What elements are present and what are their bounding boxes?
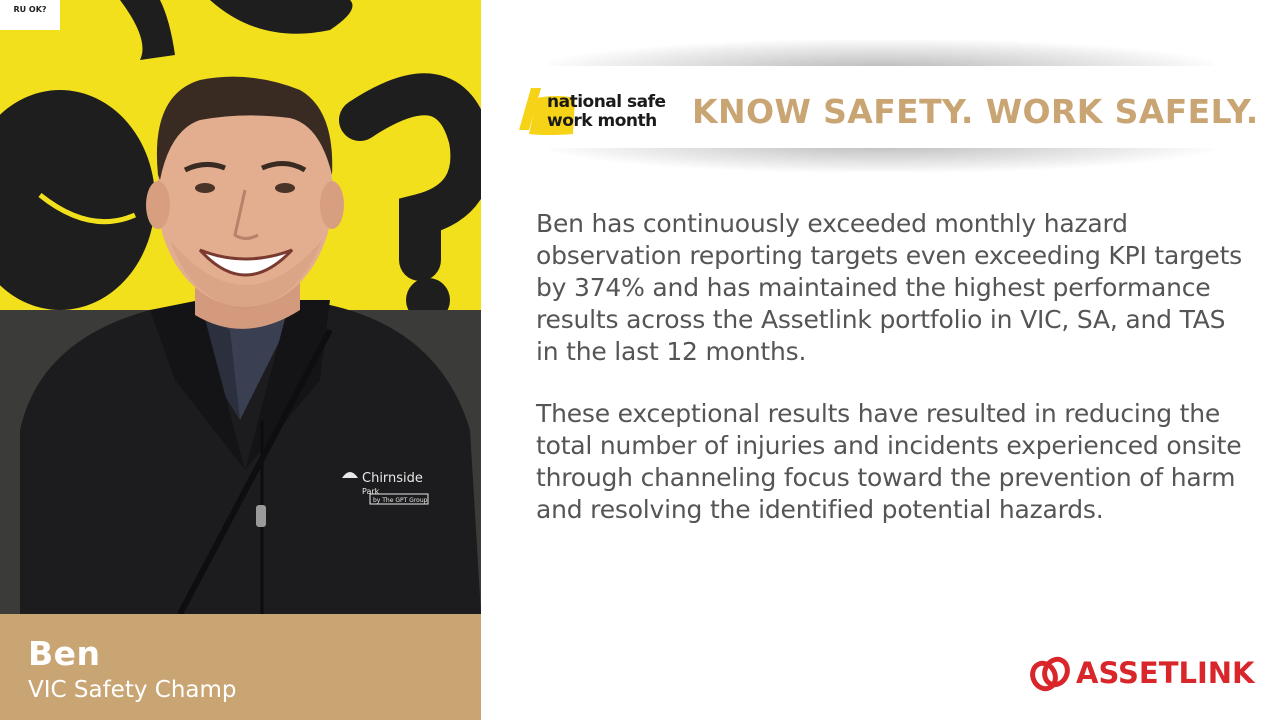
logo-line-2: work month [547,111,657,131]
description-paragraph-2: These exceptional results have resulted in reducing the total number of injuries and incidents experienced onsite through channeling focus toward the prevention of harm and resolving the identified potential hazards. [536,399,1242,524]
caption-panel [0,614,481,720]
description-text [536,208,1246,556]
person-role: VIC Safety Champ [28,677,237,703]
jacket-logo-line1: Chirnside [362,471,423,486]
assetlink-wordmark: ASSETLINK [1076,656,1255,690]
assetlink-knot-icon [1028,654,1072,694]
portrait-photo [0,0,481,614]
campaign-slogan: KNOW SAFETY. WORK SAFELY. [692,92,1259,131]
person-name: Ben [28,634,101,673]
campaign-banner [509,40,1259,172]
jacket-logo-line2: Park [362,487,380,496]
jacket-logo-line3: by The GPT Group [373,497,428,504]
national-safe-work-month-logo [517,84,677,138]
assetlink-logo [1028,652,1255,696]
description-paragraph-1: Ben has continuously exceeded monthly hazard observation reporting targets even exceeding KPI targets by 374% and has maintained the highest performance results across the Assetlink portfolio in VIC, SA, and TAS in the last 12 months. [536,209,1242,366]
banner-strip [509,66,1259,148]
wall-sign-text: RU OK? [13,5,47,14]
logo-line-1: national safe [547,92,666,112]
